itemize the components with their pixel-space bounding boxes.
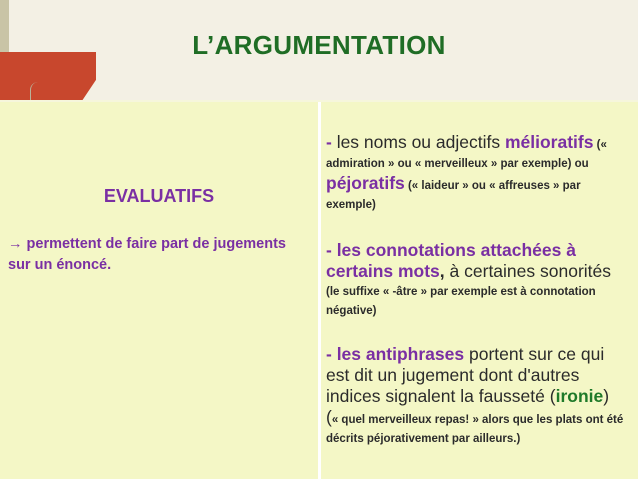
paragraph-connotations — [326, 240, 626, 320]
p3-example: « quel merveilleux repas! » alors que les plats ont été décrits péjorativement par ailleurs.) — [326, 414, 624, 445]
p1-example: (« admiration » ou « merveilleux » par exemple) ou — [326, 139, 607, 170]
term-connotations: - les connotations attachées à certains mots — [326, 240, 576, 281]
decorative-curl — [30, 82, 41, 100]
term-pejoratifs: péjoratifs — [326, 173, 405, 193]
term-melioratifs: mélioratifs — [504, 132, 594, 152]
p2-example: (le suffixe « -âtre » par exemple est à connotation négative) — [326, 286, 596, 317]
paragraph-antiphrases — [326, 344, 626, 448]
p1-example-2: (« laideur » ou « affreuses » par exemple) — [326, 180, 581, 211]
bullet-dash: - — [326, 132, 332, 152]
p1-text: les noms ou adjectifs — [331, 132, 505, 152]
p3-text: portent sur ce qui est dit un jugement dont d'autres indices signalent la fausseté ( — [326, 344, 605, 406]
left-description: → permettent de faire part de jugements sur un énoncé. — [8, 236, 286, 273]
column-divider — [318, 102, 321, 479]
term-ironie: ironie — [555, 386, 604, 406]
term-antiphrases: - les antiphrases — [326, 344, 465, 364]
left-heading: EVALUATIFS — [103, 186, 215, 206]
paragraph-melioratifs-pejoratifs — [326, 132, 626, 214]
p2-text: à certaines sonorités — [444, 261, 612, 281]
slide-title: L’ARGUMENTATION — [192, 30, 446, 60]
p3-paren: ) ( — [326, 386, 610, 427]
p2-comma: , — [439, 261, 445, 281]
